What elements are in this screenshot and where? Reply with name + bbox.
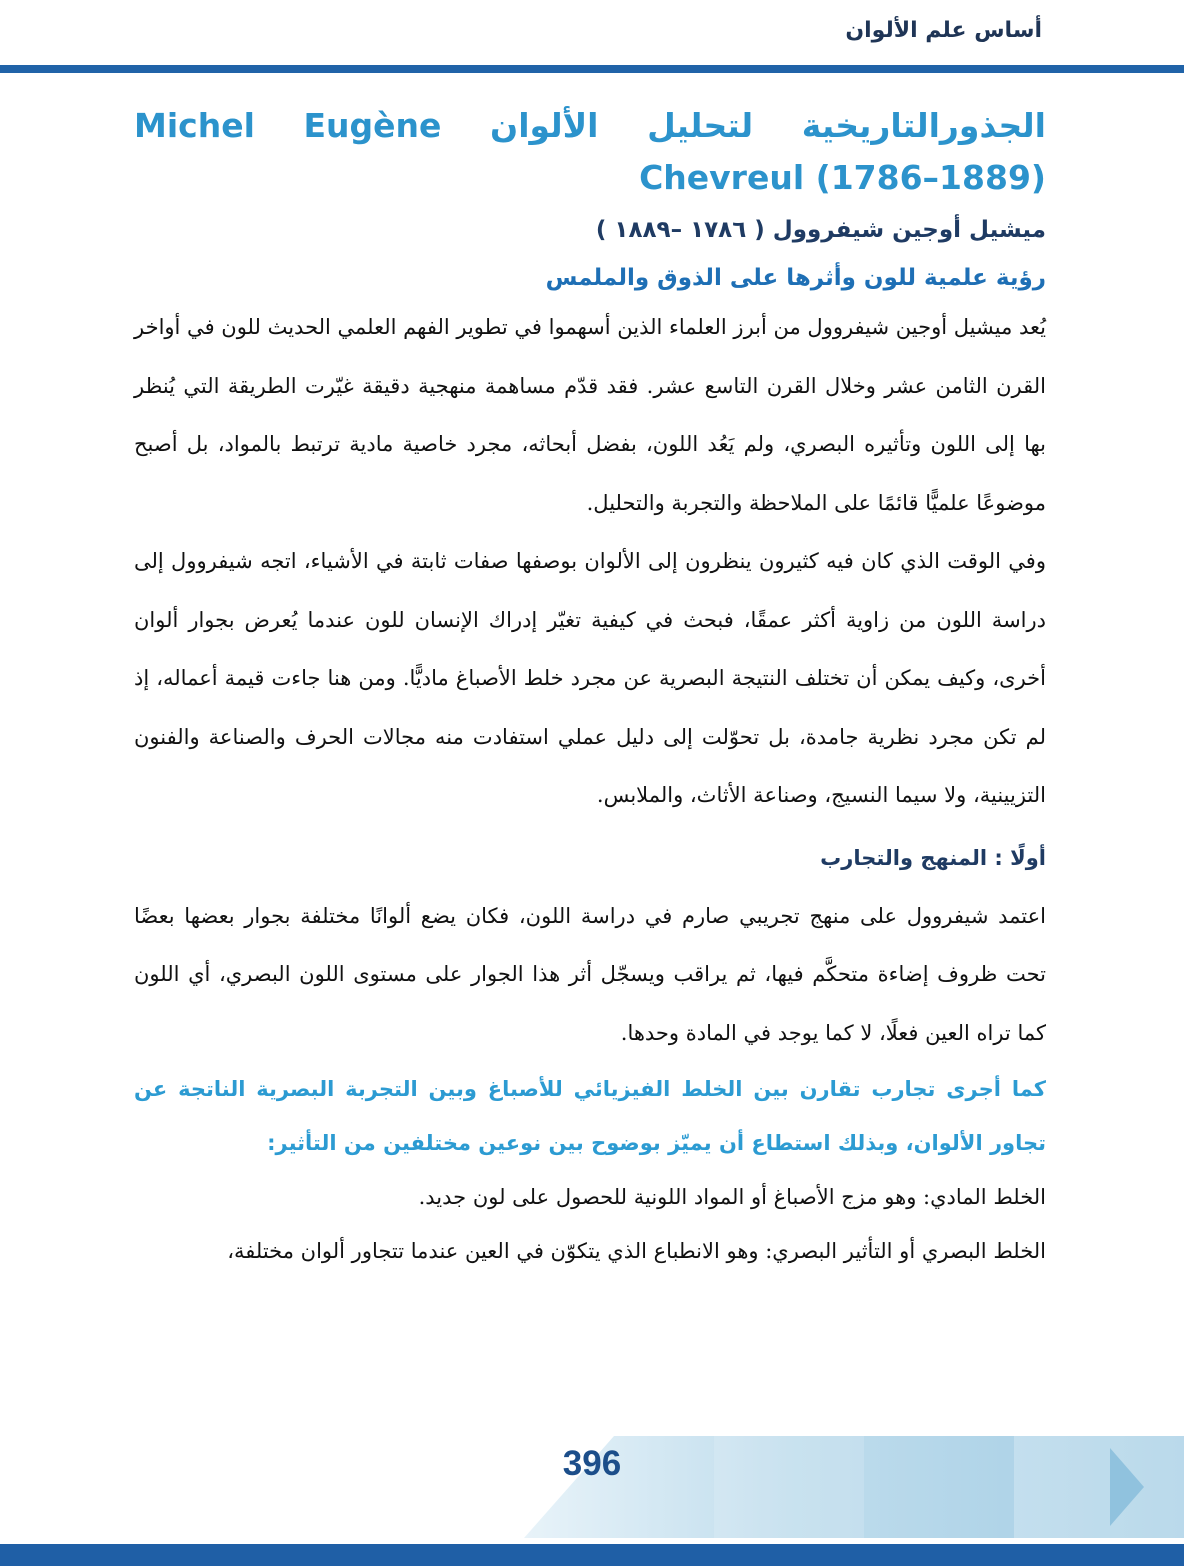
article-title-latin: Michel Eugène Chevreul (1786–1889) [134, 106, 1046, 197]
subtitle-theme: رؤية علمية للون وأثرها على الذوق والملمس [545, 265, 1046, 291]
definition-optical-mixing: الخلط البصري أو التأثير البصري: وهو الانطباع الذي يتكوّن في العين عندما تتجاور ألوان مختلفة، [227, 1239, 1046, 1263]
running-header-title: أساس علم الألوان [845, 18, 1042, 43]
header-rule [0, 65, 1184, 73]
chevron-right-icon [1110, 1448, 1144, 1526]
page-number: 396 [562, 1444, 622, 1483]
highlight-paragraph: كما أجرى تجارب تقارن بين الخلط الفيزيائي للأصباغ وبين التجربة البصرية الناتجة عن تجاور الألوان، وبذلك استطاع أن يميّز بوضوح بين نوعين مختلفين من التأثير: [134, 1077, 1046, 1155]
definition-physical-mixing: الخلط المادي: وهو مزج الأصباغ أو المواد اللونية للحصول على لون جديد. [418, 1185, 1046, 1209]
section-heading-method: أولًا : المنهج والتجارب [820, 845, 1046, 870]
paragraph-method: اعتمد شيفروول على منهج تجريبي صارم في دراسة اللون، فكان يضع ألوانًا مختلفة بجوار بعضها بعضًا تحت ظروف إضاءة متحكَّم فيها، ثم يراقب ويسجّل أثر هذا الجوار على مستوى اللون البصري، أي اللون كما تراه العين فعلًا، لا كما يوجد في المادة وحدها. [134, 903, 1046, 1045]
footer-bar [0, 1544, 1184, 1566]
paragraph-intro: يُعد ميشيل أوجين شيفروول من أبرز العلماء الذين أسهموا في تطوير الفهم العلمي الحديث للون في أواخر القرن الثامن عشر وخلال القرن التاسع عشر. فقد قدّم مساهمة منهجية دقيقة غيّرت الطريقة التي يُنظر بها إلى اللون وتأثيره البصري، ولم يَعُد اللون، بفضل أبحاثه، مجرد خاصية مادية ترتبط بالمواد، بل أصبح موضوعًا علميًّا قائمًا على الملاحظة والتجربة والتحليل. [134, 315, 1046, 515]
page-body [134, 100, 1046, 1278]
article-title-arabic: الجذورالتاريخية لتحليل الألوان [490, 106, 1046, 145]
article-title [134, 100, 1046, 204]
subtitle-name: ميشيل أوجين شيفروول ( ١٧٨٦ –١٨٨٩ ) [595, 217, 1046, 243]
paragraph-perception: وفي الوقت الذي كان فيه كثيرون ينظرون إلى الألوان بوصفها صفات ثابتة في الأشياء، اتجه شيفروول إلى دراسة اللون من زاوية أكثر عمقًا، فبحث في كيفية تغيّر إدراك الإنسان للون عندما يُعرض بجوار ألوان أخرى، وكيف يمكن أن تختلف النتيجة البصرية عن مجرد خلط الأصباغ ماديًّا. ومن هنا جاءت قيمة أعماله، إذ لم تكن مجرد نظرية جامدة، بل تحوّلت إلى دليل عملي استفادت منه مجالات الحرف والصناعة والفنون التزيينية، ولا سيما النسيج، وصناعة الأثاث، والملابس. [134, 549, 1046, 807]
